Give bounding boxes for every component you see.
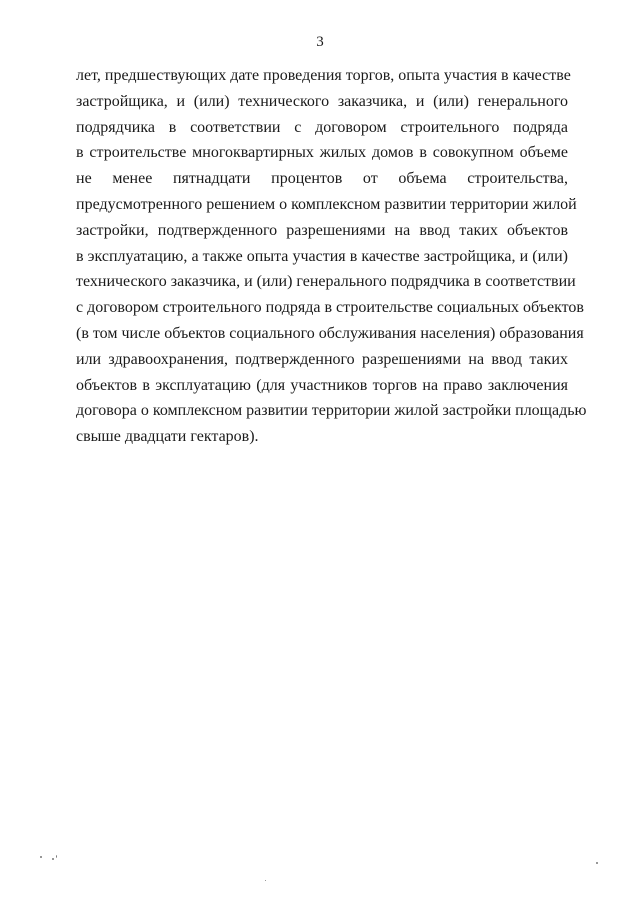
scan-speck xyxy=(56,855,57,858)
page-number: 3 xyxy=(316,34,324,50)
text-line-1: лет, предшествующих дате проведения торгов, опыта участия в качестве xyxy=(76,67,571,84)
text-line-6: предусмотренного решением о комплексном развитии территории жилой xyxy=(76,195,577,213)
text-line-2: застройщика, и (или) технического заказчика, и (или) генерального xyxy=(76,92,568,110)
text-line-15: свыше двадцати гектаров). xyxy=(76,428,259,446)
text-line-8: в эксплуатацию, а также опыта участия в качестве застройщика, и (или) xyxy=(76,247,568,265)
text-line-3: подрядчика в соответствии с договором строительного подряда xyxy=(76,118,568,136)
text-line-5: не менее пятнадцати процентов от объема строительства, xyxy=(76,170,568,188)
text-line-9: технического заказчика, и (или) генерального подрядчика в соответствии xyxy=(76,273,576,291)
text-line-10: с договором строительного подряда в строительстве социальных объектов xyxy=(76,299,584,317)
scan-speck xyxy=(596,862,598,864)
text-line-11: (в том числе объектов социального обслуживания населения) образования xyxy=(76,324,584,342)
scan-speck xyxy=(52,858,54,860)
scan-speck xyxy=(40,856,42,858)
text-line-14: договора о комплексном развитии территории жилой застройки площадью xyxy=(76,402,587,420)
scan-speck xyxy=(265,880,266,881)
text-line-12: или здравоохранения, подтвержденного разрешениями на ввод таких xyxy=(76,350,568,368)
text-line-7: застройки, подтвержденного разрешениями на ввод таких объектов xyxy=(76,221,568,239)
document-body xyxy=(76,63,587,450)
text-line-13: объектов в эксплуатацию (для участников торгов на право заключения xyxy=(76,376,568,394)
text-line-4: в строительстве многоквартирных жилых домов в совокупном объеме xyxy=(76,144,568,162)
